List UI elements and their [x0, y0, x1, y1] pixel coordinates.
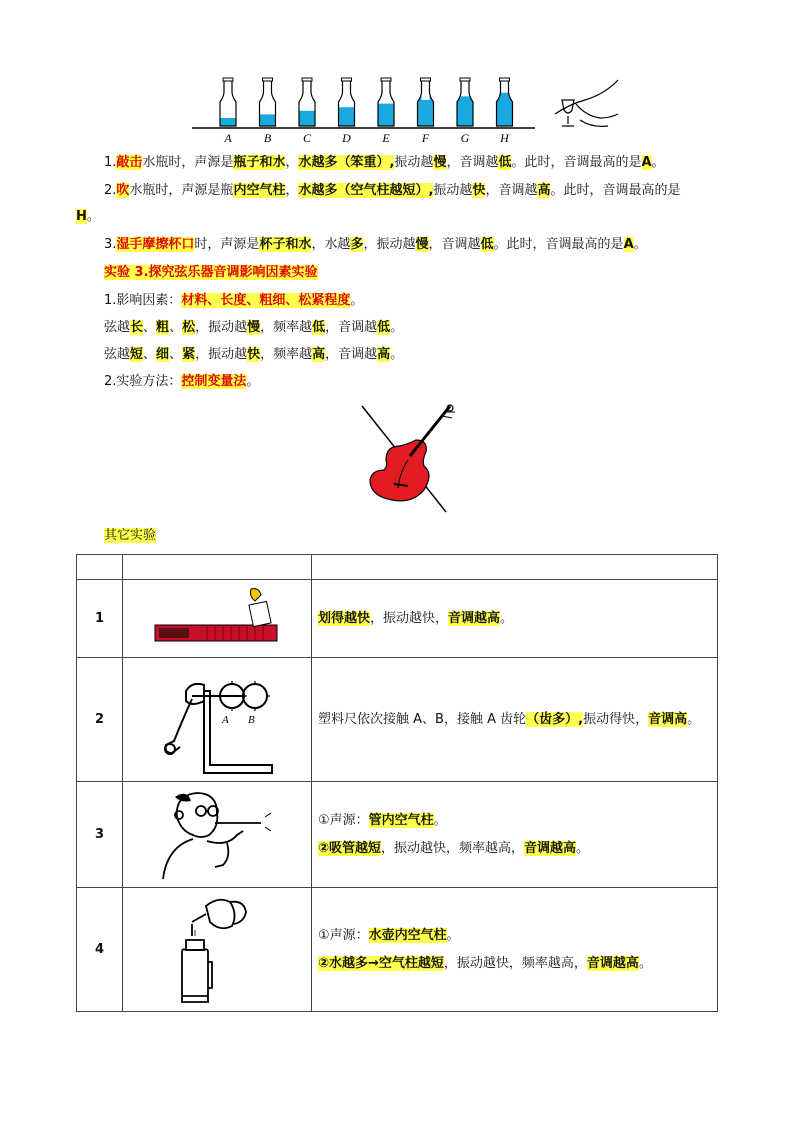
- bottle-cap: [223, 78, 233, 81]
- blow-vib: 快: [472, 183, 486, 198]
- text: ，振动越: [195, 320, 248, 335]
- text: 。: [246, 374, 260, 389]
- text: 。: [390, 320, 404, 335]
- text: ，水越: [311, 237, 351, 252]
- knock-line: [104, 153, 665, 173]
- straw-whistle-person-icon: [157, 787, 277, 883]
- text: ，频率越: [260, 347, 313, 362]
- knock-action: 敲击: [116, 155, 143, 170]
- text: 。: [633, 237, 647, 252]
- t: 划得越快: [318, 610, 371, 626]
- bottle-water: [260, 114, 276, 126]
- bottle-cap: [460, 78, 470, 81]
- text: 。: [390, 347, 404, 362]
- t: ②水越多→空气柱越短: [318, 955, 444, 971]
- blow-answer: H: [76, 209, 87, 224]
- t: （齿多）,: [526, 711, 584, 727]
- text: 振动越: [433, 183, 473, 198]
- text: 。: [350, 293, 364, 308]
- word: 细: [156, 347, 170, 362]
- t: ②吸管越短: [318, 840, 382, 856]
- row-line: [318, 807, 717, 835]
- bottle-cap: [342, 78, 352, 81]
- violin-illustration: [358, 400, 458, 516]
- text: 。此时，音调最高的是: [550, 183, 681, 198]
- hand-with-glass-icon: [555, 80, 618, 126]
- text: 弦越: [104, 347, 131, 362]
- row-image: [123, 888, 312, 1012]
- blow-pitch: 高: [537, 183, 551, 198]
- table-row: [77, 580, 718, 658]
- bottle-water: [220, 118, 236, 126]
- bottle-F: [418, 78, 434, 145]
- rub-action: 湿手摩擦杯口: [116, 237, 195, 252]
- row-image: [123, 580, 312, 658]
- factors: 材料、长度、粗细、松紧程度: [181, 293, 351, 308]
- bottle-B: [260, 78, 276, 145]
- rub-cause: 多: [350, 237, 364, 252]
- text: 1.影响因素：: [104, 293, 182, 308]
- word: 紧: [182, 347, 196, 362]
- t: 音调越高: [524, 840, 577, 856]
- row-number: 2: [77, 658, 123, 782]
- t: 音调越高: [586, 955, 639, 971]
- word: 长: [130, 320, 144, 335]
- text: ，振动越: [363, 237, 416, 252]
- word: 慢: [247, 320, 261, 335]
- bottle-label: G: [460, 131, 470, 145]
- bottles-illustration: [190, 74, 630, 150]
- row-number: 4: [77, 888, 123, 1012]
- word: 高: [312, 347, 326, 362]
- text: 水瓶时，声源是: [142, 155, 234, 170]
- bottle-cap: [302, 78, 312, 81]
- other-experiments-table: [76, 554, 718, 1012]
- t: 管内空气柱: [368, 812, 434, 828]
- table-row: [77, 782, 718, 888]
- num: 3.: [104, 237, 117, 252]
- row-text: [312, 782, 718, 888]
- text: 水瓶时，声源是瓶: [129, 183, 234, 198]
- other-experiments-title: [104, 526, 156, 546]
- blow-cause: 水越多（空气柱越短）,: [298, 183, 434, 198]
- row-text: [312, 658, 718, 782]
- bottle-water: [339, 107, 355, 126]
- text: ，音调越: [446, 155, 499, 170]
- row-text: [312, 888, 718, 1012]
- text: 、: [169, 320, 183, 335]
- bottle-label: B: [263, 131, 272, 145]
- row-image: [123, 782, 312, 888]
- bottle-H: [497, 78, 513, 145]
- gear-wheel-apparatus-icon: [152, 661, 282, 779]
- exp3-factors: [104, 291, 363, 311]
- t: 。: [638, 955, 652, 971]
- exp3-line-b: [104, 345, 403, 365]
- text: ，音调越: [325, 320, 378, 335]
- knock-source: 瓶子和水: [233, 155, 286, 170]
- bottle-water: [378, 104, 394, 126]
- word: 松: [182, 320, 196, 335]
- heading: 实验 3.探究弦乐器音调影响因素实验: [104, 265, 318, 280]
- t: 水壶内空气柱: [368, 927, 447, 943]
- t: ①声源：: [318, 927, 369, 943]
- method: 控制变量法: [181, 374, 247, 389]
- title: 其它实验: [104, 528, 157, 543]
- exp3-heading: [104, 263, 318, 283]
- text: 、: [143, 320, 157, 335]
- bottle-C: [299, 78, 315, 145]
- text: 。此时，音调最高的是: [493, 237, 624, 252]
- bottle-cap: [381, 78, 391, 81]
- t: ，振动越快，频率越高，: [381, 840, 525, 856]
- num: 1.: [104, 155, 117, 170]
- bottle-cap: [421, 78, 431, 81]
- blow-line: [104, 181, 681, 201]
- t: 音调越高: [448, 610, 501, 626]
- t: 音调高: [648, 711, 688, 727]
- text: 。: [86, 209, 100, 224]
- bottle-label: H: [500, 131, 509, 145]
- text: 弦越: [104, 320, 131, 335]
- exp3-line-a: [104, 318, 403, 338]
- rub-answer: A: [623, 237, 634, 252]
- knock-answer: A: [641, 155, 652, 170]
- text: ，频率越: [260, 320, 313, 335]
- bottle-cap: [500, 78, 510, 81]
- bottle-water: [299, 111, 315, 126]
- blow-action: 吹: [116, 183, 130, 198]
- knock-cause: 水越多（笨重）,: [298, 155, 395, 170]
- row-text: [312, 580, 718, 658]
- word: 短: [130, 347, 144, 362]
- text: 。: [651, 155, 665, 170]
- bottle-G: [457, 78, 473, 145]
- text: ，音调越: [325, 347, 378, 362]
- word: 高: [377, 347, 391, 362]
- row-line: [318, 922, 717, 950]
- bottle-cap: [263, 78, 273, 81]
- text: 。此时，音调最高的是: [511, 155, 642, 170]
- row-line: [318, 835, 717, 863]
- word: 快: [247, 347, 261, 362]
- row-number: 1: [77, 580, 123, 658]
- table-row: [77, 658, 718, 782]
- text: ，音调越: [428, 237, 481, 252]
- gear-label-a: A: [222, 713, 229, 726]
- text: 振动越: [394, 155, 434, 170]
- t: 。: [433, 812, 447, 828]
- table-row: [77, 888, 718, 1012]
- word: 低: [312, 320, 326, 335]
- header-cell: [123, 555, 312, 580]
- bottle-A: [220, 78, 236, 145]
- t: ，振动越快，频率越高，: [443, 955, 587, 971]
- text: 、: [143, 347, 157, 362]
- t: 振动得快，: [583, 711, 649, 727]
- comb-scrape-icon: [147, 585, 287, 653]
- num: 2.: [104, 183, 117, 198]
- text: ，音调越: [485, 183, 538, 198]
- bottle-E: [378, 78, 394, 145]
- rub-vib: 慢: [415, 237, 429, 252]
- text: 2.实验方法：: [104, 374, 182, 389]
- text: ，: [285, 183, 299, 198]
- text: ，: [285, 155, 299, 170]
- t: 塑料尺依次接触 A、B，接触 A 齿轮: [318, 711, 527, 727]
- row-line: [318, 950, 717, 978]
- t: 。: [687, 711, 701, 727]
- blow-source: 内空气柱: [233, 183, 286, 198]
- table-header-row: [77, 555, 718, 580]
- row-image: [123, 658, 312, 782]
- bottle-label: C: [302, 131, 312, 145]
- text: 时，声源是: [194, 237, 260, 252]
- header-cell: [77, 555, 123, 580]
- text: ，振动越: [195, 347, 248, 362]
- bottle-label: A: [224, 131, 232, 145]
- knock-vib: 慢: [433, 155, 447, 170]
- t: ，振动越快，: [370, 610, 449, 626]
- blow-line-cont: [76, 207, 100, 227]
- row-number: 3: [77, 782, 123, 888]
- bottle-label: E: [382, 131, 390, 145]
- knock-pitch: 低: [498, 155, 512, 170]
- word: 低: [377, 320, 391, 335]
- rub-pitch: 低: [480, 237, 494, 252]
- t: 。: [500, 610, 514, 626]
- rub-source: 杯子和水: [259, 237, 312, 252]
- t: 。: [446, 927, 460, 943]
- exp3-method: [104, 372, 259, 392]
- gear-label-b: B: [248, 713, 255, 726]
- rub-line: [104, 235, 647, 255]
- kettle-thermos-icon: [172, 892, 262, 1008]
- text: 、: [169, 347, 183, 362]
- bottle-label: D: [342, 131, 351, 145]
- t: ①声源：: [318, 812, 369, 828]
- header-cell: [312, 555, 718, 580]
- word: 粗: [156, 320, 170, 335]
- t: 。: [576, 840, 590, 856]
- bottle-label: F: [421, 131, 430, 145]
- bottle-D: [339, 78, 355, 145]
